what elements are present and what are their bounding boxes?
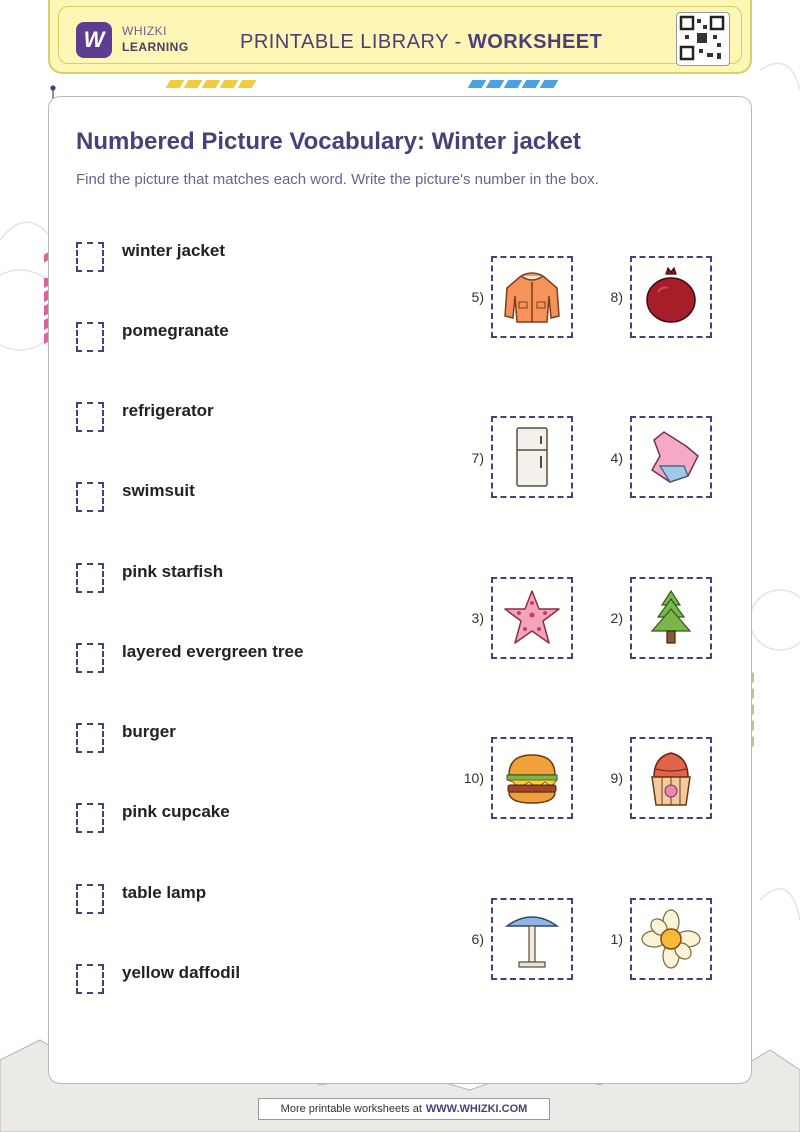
picture-box bbox=[630, 898, 712, 980]
word-label: winter jacket bbox=[122, 241, 225, 260]
picture-number: 1) bbox=[610, 931, 623, 947]
answer-box[interactable] bbox=[76, 964, 104, 994]
picture-number: 3) bbox=[471, 610, 484, 626]
picture-box bbox=[630, 577, 712, 659]
picture-number: 10) bbox=[463, 770, 484, 786]
picture-number: 5) bbox=[471, 289, 484, 305]
footer-site-link[interactable]: WWW.WHIZKI.COM bbox=[425, 1103, 528, 1115]
picture-number: 6) bbox=[471, 931, 484, 947]
picture-box bbox=[630, 256, 712, 338]
answer-box[interactable] bbox=[76, 402, 104, 432]
worksheet-instructions: Find the picture that matches each word. Write the picture's number in the box. bbox=[76, 171, 599, 188]
yellow-stripes bbox=[168, 80, 254, 90]
word-label: swimsuit bbox=[122, 481, 195, 500]
table-lamp-icon bbox=[501, 908, 563, 970]
word-item bbox=[76, 401, 214, 433]
whizki-logo-icon: W bbox=[76, 22, 112, 58]
header-banner bbox=[48, 0, 752, 74]
answer-box[interactable] bbox=[76, 563, 104, 593]
logo-line-2: LEARNING bbox=[122, 40, 189, 54]
picture-number: 8) bbox=[610, 289, 623, 305]
header-title-prefix: PRINTABLE LIBRARY - bbox=[240, 31, 468, 53]
word-item bbox=[76, 802, 230, 834]
picture-number: 4) bbox=[610, 450, 623, 466]
pink-starfish-icon bbox=[501, 587, 563, 649]
blue-stripes bbox=[470, 80, 556, 90]
answer-box[interactable] bbox=[76, 242, 104, 272]
logo-line-1: WHIZKI bbox=[122, 24, 167, 38]
picture-box bbox=[630, 416, 712, 498]
word-item bbox=[76, 562, 223, 594]
word-label: burger bbox=[122, 722, 176, 741]
picture-number: 2) bbox=[610, 610, 623, 626]
logo-text bbox=[122, 23, 189, 55]
footer-banner bbox=[258, 1098, 550, 1120]
pomegranate-icon bbox=[640, 266, 702, 328]
answer-box[interactable] bbox=[76, 482, 104, 512]
answer-box[interactable] bbox=[76, 322, 104, 352]
word-item bbox=[76, 642, 303, 674]
picture-box bbox=[491, 898, 573, 980]
word-label: layered evergreen tree bbox=[122, 642, 304, 661]
answer-box[interactable] bbox=[76, 723, 104, 753]
word-label: refrigerator bbox=[122, 401, 214, 420]
winter-jacket-icon bbox=[501, 266, 563, 328]
word-item bbox=[76, 722, 176, 754]
word-label: pink starfish bbox=[122, 562, 224, 581]
burger-icon bbox=[501, 747, 563, 809]
word-item bbox=[76, 883, 206, 915]
word-label: yellow daffodil bbox=[122, 963, 241, 982]
word-label: pomegranate bbox=[122, 321, 229, 340]
word-item bbox=[76, 963, 240, 995]
answer-box[interactable] bbox=[76, 643, 104, 673]
header-title bbox=[240, 31, 602, 54]
header-title-bold: WORKSHEET bbox=[467, 31, 603, 53]
word-item bbox=[76, 241, 225, 273]
picture-box bbox=[491, 577, 573, 659]
evergreen-tree-icon bbox=[640, 587, 702, 649]
picture-number: 9) bbox=[610, 770, 623, 786]
word-item bbox=[76, 321, 229, 353]
picture-box bbox=[630, 737, 712, 819]
answer-box[interactable] bbox=[76, 803, 104, 833]
qr-code-icon bbox=[676, 12, 730, 66]
worksheet-title: Numbered Picture Vocabulary: Winter jacket bbox=[76, 128, 581, 155]
yellow-daffodil-icon bbox=[640, 908, 702, 970]
word-label: pink cupcake bbox=[122, 802, 230, 821]
swimsuit-icon bbox=[640, 426, 702, 488]
footer-text: More printable worksheets at bbox=[280, 1103, 422, 1115]
picture-number: 7) bbox=[471, 450, 484, 466]
picture-box bbox=[491, 416, 573, 498]
picture-box bbox=[491, 737, 573, 819]
word-label: table lamp bbox=[122, 883, 207, 902]
pink-cupcake-icon bbox=[640, 747, 702, 809]
answer-box[interactable] bbox=[76, 884, 104, 914]
refrigerator-icon bbox=[501, 426, 563, 488]
word-item bbox=[76, 481, 195, 513]
picture-box bbox=[491, 256, 573, 338]
